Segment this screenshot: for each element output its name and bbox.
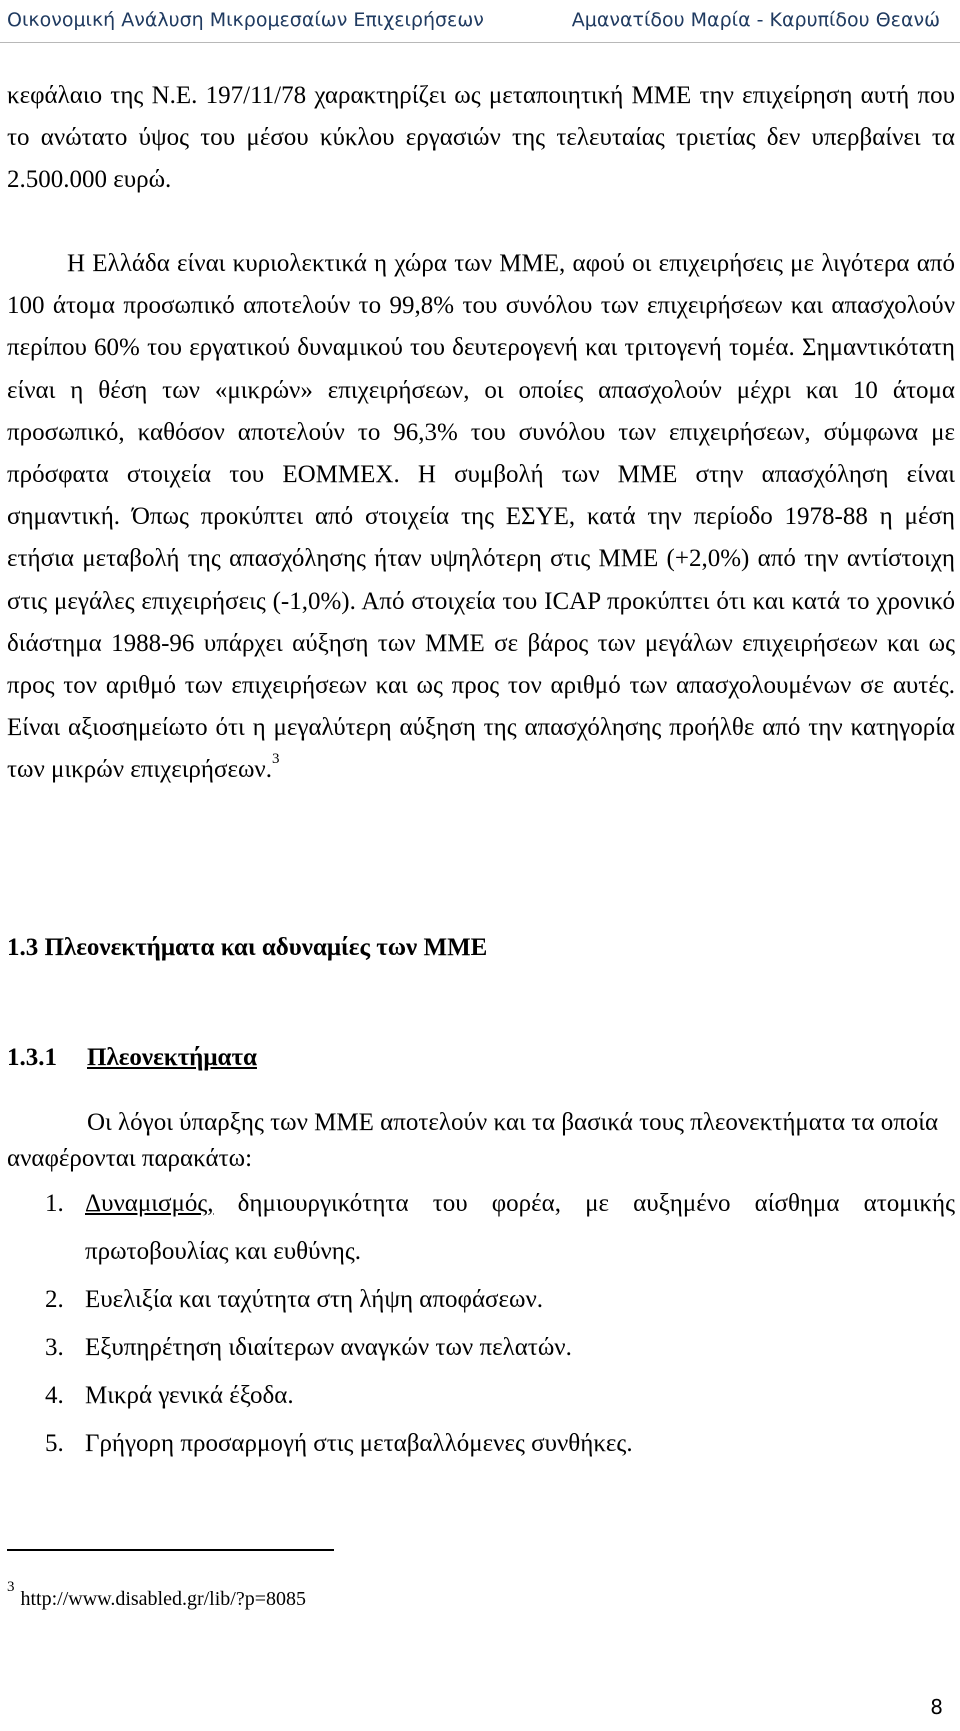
list-item	[7, 1276, 955, 1324]
list-item-number: 5.	[45, 1430, 64, 1457]
section-heading: 1.3 Πλεονεκτήματα και αδυναμίες των ΜΜΕ	[7, 934, 488, 961]
subsection-number: 1.3.1	[7, 1044, 57, 1071]
list-item-text: Μικρά γενικά έξοδα.	[85, 1382, 294, 1409]
list-item-keyword: Δυναμισμός,	[85, 1190, 214, 1217]
list-item	[7, 1180, 955, 1276]
list-item	[7, 1420, 955, 1468]
list-item-text: Ευελιξία και ταχύτητα στη λήψη αποφάσεων.	[85, 1286, 544, 1313]
footnote	[7, 1579, 307, 1611]
header-title: Οικονομική Ανάλυση Μικρομεσαίων Επιχειρήσεων	[7, 9, 484, 31]
list-item-text	[85, 1180, 955, 1276]
subsection-heading	[7, 1044, 257, 1072]
list-item-number: 1.	[45, 1190, 64, 1217]
paragraph-text: Η Ελλάδα είναι κυριολεκτικά η χώρα των ΜΜΕ, αφού οι επιχειρήσεις με λιγότερα από 100 άτομα προσωπικό αποτελούν το 99,8% του συνόλου των επιχειρήσεων και απασχολούν περίπου 60% του εργατικού δυναμικού του δευτερογενή και τριτογενή τομέα. Σημαντικότατη είναι η θέση των «μικρών» επιχειρήσεων, οι οποίες απασχολούν μέχρι και 10 άτομα προσωπικό, καθόσον αποτελούν το 96,3% του συνόλου των επιχειρήσεων, σύμφωνα με πρόσφατα στοιχεία του ΕΟΜΜΕΧ. Η συμβολή των ΜΜΕ στην απασχόληση είναι σημαντική. Όπως προκύπτει από στοιχεία της ΕΣΥΕ, κατά την περίοδο 1978-88 η μέση ετήσια μεταβολή της απασχόλησης ήταν υψηλότερη στις ΜΜΕ (+2,0%) από την αντίστοιχη στις μεγάλες επιχειρήσεις (-1,0%). Από στοιχεία του ICAP προκύπτει ότι και κατά το χρονικό διάστημα 1988-96 υπάρχει αύξηση των ΜΜΕ σε βάρος των μεγάλων επιχειρήσεων και ως προς τον αριθμό των επιχειρήσεων και ως προς τον αριθμό των απασχολουμένων σε αυτές. Είναι αξιοσημείωτο ότι η μεγαλύτερη αύξηση της απασχόλησης προήλθε από την κατηγορία των μικρών επιχειρήσεων.	[7, 250, 955, 784]
paragraph-sme-greece	[7, 243, 955, 792]
header-divider	[0, 42, 960, 43]
list-item-text: Γρήγορη προσαρμογή στις μεταβαλλόμενες συνθήκες.	[85, 1430, 633, 1457]
footnote-number: 3	[7, 1579, 15, 1595]
subsection-title: Πλεονεκτήματα	[87, 1044, 257, 1071]
list-item-rest: δημιουργικότητα του φορέα, με αυξημένο αίσθημα ατομικής πρωτοβουλίας και ευθύνης.	[85, 1190, 955, 1265]
page-number: 8	[930, 1695, 943, 1719]
paragraph-advantages-intro: Οι λόγοι ύπαρξης των ΜΜΕ αποτελούν και τα βασικά τους πλεονεκτήματα τα οποία αναφέρονται παρακάτω:	[7, 1109, 939, 1172]
list-item-number: 2.	[45, 1286, 64, 1313]
footnote-link[interactable]: http://www.disabled.gr/lib/?p=8085	[20, 1588, 307, 1610]
list-item	[7, 1372, 955, 1420]
list-item-text: Εξυπηρέτηση ιδιαίτερων αναγκών των πελατών.	[85, 1334, 572, 1361]
list-item-number: 4.	[45, 1382, 64, 1409]
header-authors: Αμανατίδου Μαρία - Καρυπίδου Θεανώ	[571, 9, 940, 31]
advantages-list	[7, 1180, 955, 1468]
list-item	[7, 1324, 955, 1372]
page-header	[0, 0, 960, 46]
footnote-reference[interactable]: 3	[271, 751, 280, 768]
list-item-number: 3.	[45, 1334, 64, 1361]
paragraph-continuation: κεφάλαιο της Ν.Ε. 197/11/78 χαρακτηρίζει ως μεταποιητική ΜΜΕ την επιχείρηση αυτή που το ανώτατο ύψος του μέσου κύκλου εργασιών της τελευταίας τριετίας δεν υπερβαίνει τα 2.500.000 ευρώ.	[7, 82, 955, 193]
footnote-divider	[7, 1549, 334, 1551]
